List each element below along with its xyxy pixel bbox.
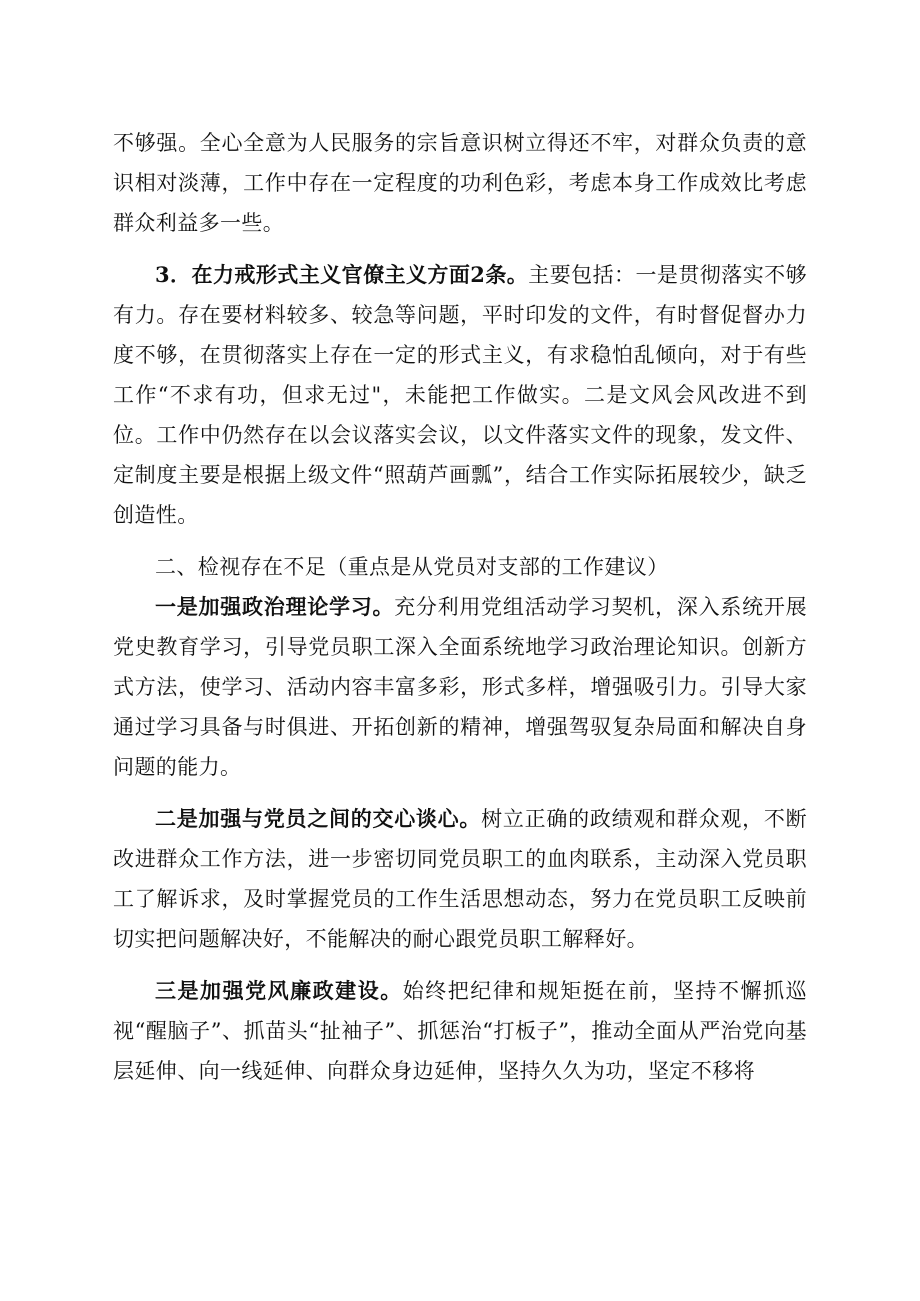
paragraph-heart-to-heart-talks	[113, 799, 807, 959]
section-heading-text: 二、检视存在不足（重点是从党员对支部的工作建议）	[155, 555, 669, 579]
paragraph-lead: 三是加强党风廉政建设。	[155, 978, 403, 1003]
section-heading	[113, 547, 807, 587]
paragraph-formalism-bureaucratism	[113, 255, 807, 535]
paragraph-text: 树立正确的政绩观和群众观，不断改进群众工作方法，进一步密切同党员职工的血肉联系，主动深入党员职工了解诉求，及时掌握党员的工作生活思想动态，努力在党员职工反映前切实把问题解决好，不能解决的耐心跟党员职工解释好。	[113, 807, 807, 951]
paragraph-text: 不够强。全心全意为人民服务的宗旨意识树立得还不牢，对群众负责的意识相对淡薄，工作中存在一定程度的功利色彩，考虑本身工作成效比考虑群众利益多一些。	[113, 131, 807, 235]
paragraph-political-theory-study	[113, 587, 807, 787]
paragraph-text: 始终把纪律和规矩挺在前，坚持不懈抓巡视“醒脑子”、抓苗头“扯袖子”、抓惩治“打板子”，推动全面从严治党向基层延伸、向一线延伸、向群众身边延伸，坚持久久为功，坚定不移将	[113, 979, 807, 1083]
document-body	[113, 123, 807, 1091]
paragraph-lead: 3．在力戒形式主义官僚主义方面2条。	[155, 262, 529, 287]
paragraph-text: 主要包括：一是贯彻落实不够有力。存在要材料较多、较急等问题，平时印发的文件，有时督促督办力度不够，在贯彻落实上存在一定的形式主义，有求稳怕乱倾向，对于有些工作“不求有功，但求无过"，未能把工作做实。二是文风会风改进不到位。工作中仍然存在以会议落实会议，以文件落实文件的现象，发文件、定制度主要是根据上级文件“照葫芦画瓢”，结合工作实际拓展较少，缺乏创造性。	[113, 263, 807, 527]
paragraph-lead: 一是加强政治理论学习。	[155, 594, 395, 619]
paragraph-clean-governance	[113, 971, 807, 1091]
paragraph-text: 充分利用党组活动学习契机，深入系统开展党史教育学习，引导党员职工深入全面系统地学习政治理论知识。创新方式方法，使学习、活动内容丰富多彩，形式多样，增强吸引力。引导大家通过学习具备与时俱进、开拓创新的精神，增强驾驭复杂局面和解决自身问题的能力。	[113, 595, 807, 779]
paragraph-continuation	[113, 123, 807, 243]
paragraph-lead: 二是加强与党员之间的交心谈心。	[155, 806, 482, 831]
